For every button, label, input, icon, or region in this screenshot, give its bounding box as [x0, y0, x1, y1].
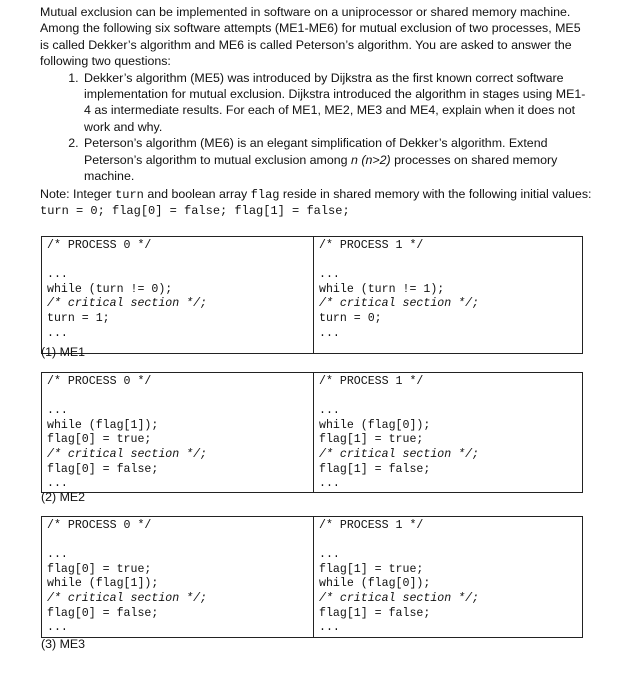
me3-table: [41, 516, 583, 638]
code-line: [319, 390, 576, 405]
me1-row: [42, 237, 583, 354]
note-section: [40, 186, 600, 220]
code-comment-line: /* critical section */;: [47, 297, 208, 311]
intro-section: [40, 4, 588, 184]
code-line: ...: [47, 326, 68, 340]
question-2-text-before: Peterson’s algorithm (ME6) is an elegant simplification of Dekker’s algorithm. Extend Peterson’s algorithm to mutual exclusion among: [84, 136, 548, 167]
code-line: ...: [319, 548, 340, 562]
question-2: [82, 135, 588, 184]
note-suffix: reside in shared memory with the following initial values:: [279, 187, 592, 201]
me3-process1-cell: [314, 517, 583, 638]
code-line: [319, 534, 576, 549]
note-flag-word: flag: [250, 188, 280, 202]
note-text: [40, 186, 600, 203]
process-header: /* PROCESS 0 */: [47, 239, 152, 252]
me2-caption: (2) ME2: [41, 490, 86, 504]
me3-caption: (3) ME3: [41, 637, 86, 651]
me2-table: [41, 372, 583, 493]
me1-caption: (1) ME1: [41, 345, 86, 359]
code-line: ...: [47, 477, 68, 491]
code-comment-line: /* critical section */;: [319, 591, 480, 605]
code-line: ...: [319, 621, 340, 635]
code-comment-line: /* critical section */;: [47, 591, 208, 605]
note-initial-values-code: turn = 0; flag[0] = false; flag[1] = false;: [40, 204, 350, 219]
code-line: ...: [47, 621, 68, 635]
code-line: while (flag[0]);: [319, 577, 431, 591]
intro-paragraph: Mutual exclusion can be implemented in software on a uniprocessor or shared memory machine. Among the following six software attempts (ME1-ME6) for mutual exclusion of two processes, ME5 is called Dekker’s algorithm and ME6 is called Peterson’s algorithm. You are asked to answer the following two questions:: [40, 5, 581, 69]
question-2-n-variable: n: [351, 152, 358, 167]
code-line: ...: [47, 548, 68, 562]
note-turn-word: turn: [115, 188, 144, 202]
code-line: ...: [47, 268, 68, 282]
process-header: /* PROCESS 0 */: [47, 519, 152, 532]
process-header: /* PROCESS 0 */: [47, 375, 152, 388]
me1-table: [41, 236, 583, 354]
code-line: flag[0] = false;: [47, 462, 159, 476]
process-header: /* PROCESS 1 */: [319, 375, 424, 388]
code-line: turn = 0;: [319, 311, 382, 325]
process-header: /* PROCESS 1 */: [319, 519, 424, 532]
code-comment-line: /* critical section */;: [319, 447, 480, 461]
code-line: [47, 390, 307, 405]
note-prefix: Note: Integer: [40, 187, 116, 201]
code-line: flag[1] = false;: [319, 462, 431, 476]
code-line: [47, 534, 307, 549]
code-line: ...: [319, 326, 340, 340]
me1-process0-cell: [42, 237, 314, 354]
code-line: while (flag[0]);: [319, 418, 431, 432]
process-header: /* PROCESS 1 */: [319, 239, 424, 252]
question-1: 1. Dekker’s algorithm (ME5) was introduced by Dijkstra as the first known correct software implementation for mutual exclusion. Dijkstra introduced the algorithm in stages using ME1-4 as intermediate results. For each of ME1, ME2, ME3 and ME4, explain when it does not work and why.: [82, 70, 588, 136]
me3-row: [42, 517, 583, 638]
code-line: while (flag[1]);: [47, 418, 159, 432]
code-line: while (turn != 1);: [319, 282, 445, 296]
code-line: flag[1] = true;: [319, 562, 424, 576]
me3-process0-cell: [42, 517, 314, 638]
question-2-text-after: processes on shared memory machine.: [84, 152, 558, 184]
code-line: while (flag[1]);: [47, 577, 159, 591]
me2-process1-cell: [314, 373, 583, 493]
code-comment-line: /* critical section */;: [319, 297, 480, 311]
code-line: while (turn != 0);: [47, 282, 173, 296]
me1-process1-cell: [314, 237, 583, 354]
code-line: flag[1] = true;: [319, 433, 424, 447]
code-comment-line: /* critical section */;: [47, 447, 208, 461]
question-2-condition: (n>2): [357, 152, 391, 167]
code-line: [47, 254, 307, 269]
code-line: flag[1] = false;: [319, 606, 431, 620]
code-line: [319, 254, 576, 269]
code-line: flag[0] = true;: [47, 562, 152, 576]
question-list: [40, 70, 588, 185]
code-line: flag[0] = true;: [47, 433, 152, 447]
me2-row: [42, 373, 583, 493]
note-middle: and boolean array: [143, 187, 251, 201]
code-line: ...: [319, 268, 340, 282]
code-line: turn = 1;: [47, 311, 110, 325]
code-line: ...: [319, 404, 340, 418]
me2-process0-cell: [42, 373, 314, 493]
code-line: flag[0] = false;: [47, 606, 159, 620]
code-line: ...: [47, 404, 68, 418]
code-line: ...: [319, 477, 340, 491]
